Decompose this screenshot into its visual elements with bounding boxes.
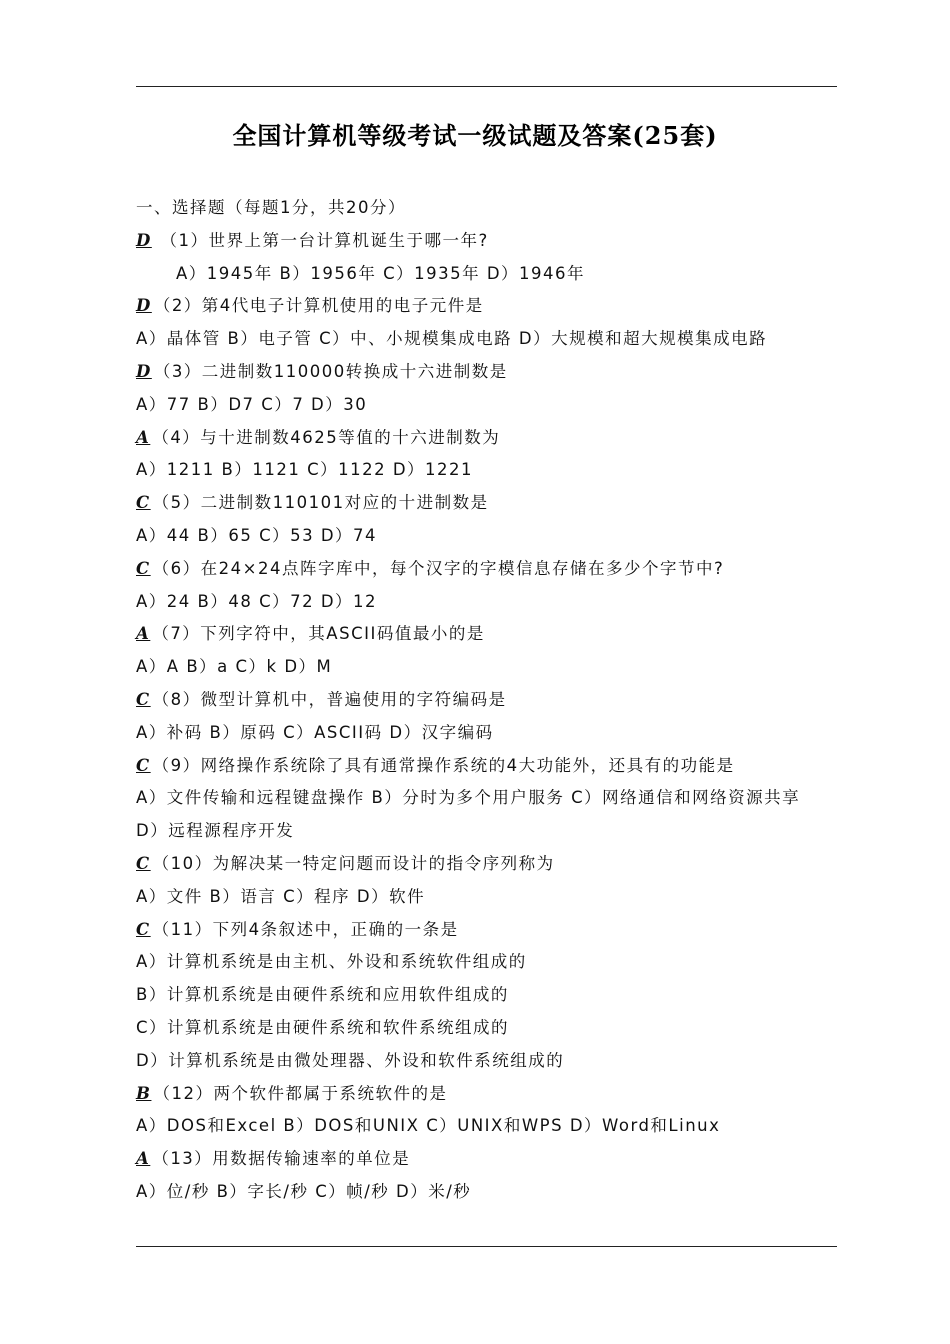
question-text: （1）世界上第一台计算机诞生于哪一年? (153, 230, 489, 250)
question-2 (136, 290, 846, 323)
footer-rule (136, 1246, 837, 1247)
question-4-options: A）1211 B）1121 C）1122 D）1221 (136, 460, 474, 480)
answer-key: A (136, 624, 151, 644)
question-3-options: A）77 B）D7 C）7 D）30 (136, 394, 368, 414)
question-10 (136, 848, 846, 881)
answer-key: A (136, 1149, 151, 1169)
answer-key: A (136, 427, 151, 447)
question-text: （9）网络操作系统除了具有通常操作系统的4大功能外，还具有的功能是 (152, 755, 735, 775)
answer-key: C (136, 755, 151, 775)
answer-key: C (136, 689, 151, 709)
question-text: （5）二进制数110101对应的十进制数是 (152, 493, 489, 513)
page-title: 全国计算机等级考试一级试题及答案(25套) (232, 121, 718, 150)
answer-key: C (136, 853, 151, 873)
question-12-options: A）DOS和Excel B）DOS和UNIX C）UNIX和WPS D）Word和Linux (136, 1116, 721, 1136)
question-8 (136, 684, 846, 717)
question-text: （11）下列4条叙述中，正确的一条是 (152, 919, 459, 939)
question-9 (136, 750, 846, 783)
question-13 (136, 1143, 846, 1176)
header-rule (136, 86, 837, 87)
question-text: （4）与十进制数4625等值的十六进制数为 (152, 427, 501, 447)
answer-key: C (136, 919, 151, 939)
question-7-options: A）A B）a C）k D）M (136, 657, 333, 677)
question-4 (136, 422, 846, 455)
question-11-options: A）计算机系统是由主机、外设和系统软件组成的 (136, 952, 527, 972)
question-text: （13）用数据传输速率的单位是 (152, 1149, 411, 1169)
question-11-options: C）计算机系统是由硬件系统和软件系统组成的 (136, 1017, 510, 1037)
question-10-options: A）文件 B）语言 C）程序 D）软件 (136, 886, 426, 906)
question-9-options: D）远程源程序开发 (136, 821, 295, 841)
answer-key: D (136, 361, 152, 381)
question-text: （12）两个软件都属于系统软件的是 (153, 1083, 448, 1103)
question-8-options: A）补码 B）原码 C）ASCII码 D）汉字编码 (136, 722, 494, 742)
question-text: （8）微型计算机中，普遍使用的字符编码是 (152, 689, 507, 709)
question-text: （10）为解决某一特定问题而设计的指令序列称为 (152, 853, 555, 873)
answer-key: C (136, 493, 151, 513)
question-text: （2）第4代电子计算机使用的电子元件是 (153, 296, 484, 316)
question-13-options: A）位/秒 B）字长/秒 C）帧/秒 D）米/秒 (136, 1181, 472, 1201)
question-1 (136, 225, 846, 258)
question-2-options: A）晶体管 B）电子管 C）中、小规模集成电路 D）大规模和超大规模集成电路 (136, 329, 768, 349)
section-heading: 一、选择题（每题1分，共20分） (136, 198, 406, 217)
question-11-options: B）计算机系统是由硬件系统和应用软件组成的 (136, 985, 509, 1005)
question-6-options: A）24 B）48 C）72 D）12 (136, 591, 378, 611)
question-text: （7）下列字符中，其ASCII码值最小的是 (152, 624, 485, 644)
question-3 (136, 356, 846, 389)
question-text: （3）二进制数110000转换成十六进制数是 (153, 361, 508, 381)
answer-key: B (136, 1083, 152, 1103)
question-text: （6）在24×24点阵字库中，每个汉字的字模信息存储在多少个字节中? (152, 558, 725, 578)
answer-key: D (136, 230, 152, 250)
question-1-options: A）1945年 B）1956年 C）1935年 D）1946年 (176, 263, 586, 283)
question-11-options: D）计算机系统是由微处理器、外设和软件系统组成的 (136, 1050, 565, 1070)
question-5-options: A）44 B）65 C）53 D）74 (136, 525, 378, 545)
question-6 (136, 553, 846, 586)
answer-key: C (136, 558, 151, 578)
answer-key: D (136, 296, 152, 316)
question-9-options: A）文件传输和远程键盘操作 B）分时为多个用户服务 C）网络通信和网络资源共享 (136, 788, 801, 808)
question-11 (136, 914, 846, 947)
question-7 (136, 618, 846, 651)
question-12 (136, 1078, 846, 1111)
question-5 (136, 487, 846, 520)
question-list (136, 192, 846, 1209)
